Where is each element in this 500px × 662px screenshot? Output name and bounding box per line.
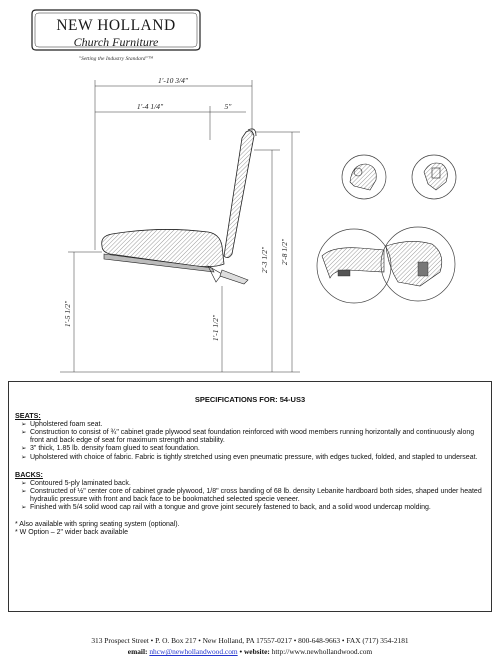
- dimension-seat-height-front: [68, 252, 102, 372]
- backs-heading: BACKS:: [15, 469, 43, 479]
- note-w-option: * W Option – 2" wider back available: [15, 529, 128, 537]
- label-back-height: 2'-3 1/2": [260, 246, 269, 274]
- website-label: • website:: [239, 647, 270, 656]
- footer-address: 313 Prospect Street • P. O. Box 217 • New Holland, PA 17557-0217 • 800-648-9663 • FAX (717) 354-2181: [91, 636, 409, 645]
- list-item: ➢ Upholstered with choice of fabric. Fabric is tightly stretched using even pneumatic pressure, with edges tucked, folded, and stapled to underseat.: [21, 454, 485, 462]
- label-overall-height: 2'-8 1/2": [280, 238, 289, 266]
- footer-contact: [0, 647, 500, 656]
- list-item: ➢ 3" thick, 1.85 lb. density foam glued to seat foundation.: [21, 445, 485, 453]
- specifications-panel: [8, 381, 492, 612]
- note-spring-seating: * Also available with spring seating system (optional).: [15, 521, 180, 529]
- logo-subtitle: Church Furniture: [73, 35, 159, 49]
- list-item: ➢ Upholstered foam seat.: [21, 421, 485, 429]
- label-back-offset: 5": [224, 102, 232, 111]
- list-item: ➢ Constructed of ½" center core of cabinet grade plywood, 1/8" cross banding of 68 lb. density Lebanite hardboard both sides, shaped under heated hydraulic pressure with front and back face to be bookmatched selected specie veneer.: [21, 488, 485, 504]
- list-item: ➢ Finished with 5/4 solid wood cap rail with a tongue and grove joint securely fastened to back, and a solid wood undercap molding.: [21, 504, 485, 512]
- label-overall-depth: 1'-10 3/4": [158, 76, 188, 85]
- detail-cap-rail: [342, 155, 456, 199]
- chair-profile: [102, 129, 256, 284]
- list-item: ➢ Contoured 5-ply laminated back.: [21, 480, 485, 488]
- dimension-seat-depth: [95, 106, 210, 140]
- logo-name: NEW HOLLAND: [56, 17, 176, 34]
- website-link[interactable]: http://www.newhollandwood.com: [271, 647, 373, 656]
- backs-list: [15, 480, 485, 512]
- email-link[interactable]: nhcw@newhollandwood.com: [149, 647, 238, 656]
- logo-tagline: "Setting the Industry Standard"™: [78, 56, 154, 62]
- label-seat-height-rear: 1'-1 1/2": [211, 314, 220, 342]
- label-seat-depth: 1'-4 1/4": [136, 102, 164, 111]
- email-label: email:: [127, 647, 148, 656]
- seats-list: [15, 421, 485, 461]
- label-seat-height-front: 1'-5 1/2": [63, 300, 72, 328]
- company-logo: [30, 8, 202, 62]
- list-item: ➢ Construction to consist of ¾" cabinet grade plywood seat foundation reinforced with wood members running horizontally and continuously along front and back edge of seat for maximum strength and stability.: [21, 429, 485, 445]
- chair-section-drawing: [0, 60, 500, 378]
- specs-title: SPECIFICATIONS FOR: 54-US3: [194, 395, 306, 404]
- detail-seat-edge: [317, 227, 455, 303]
- seats-heading: SEATS:: [15, 411, 41, 421]
